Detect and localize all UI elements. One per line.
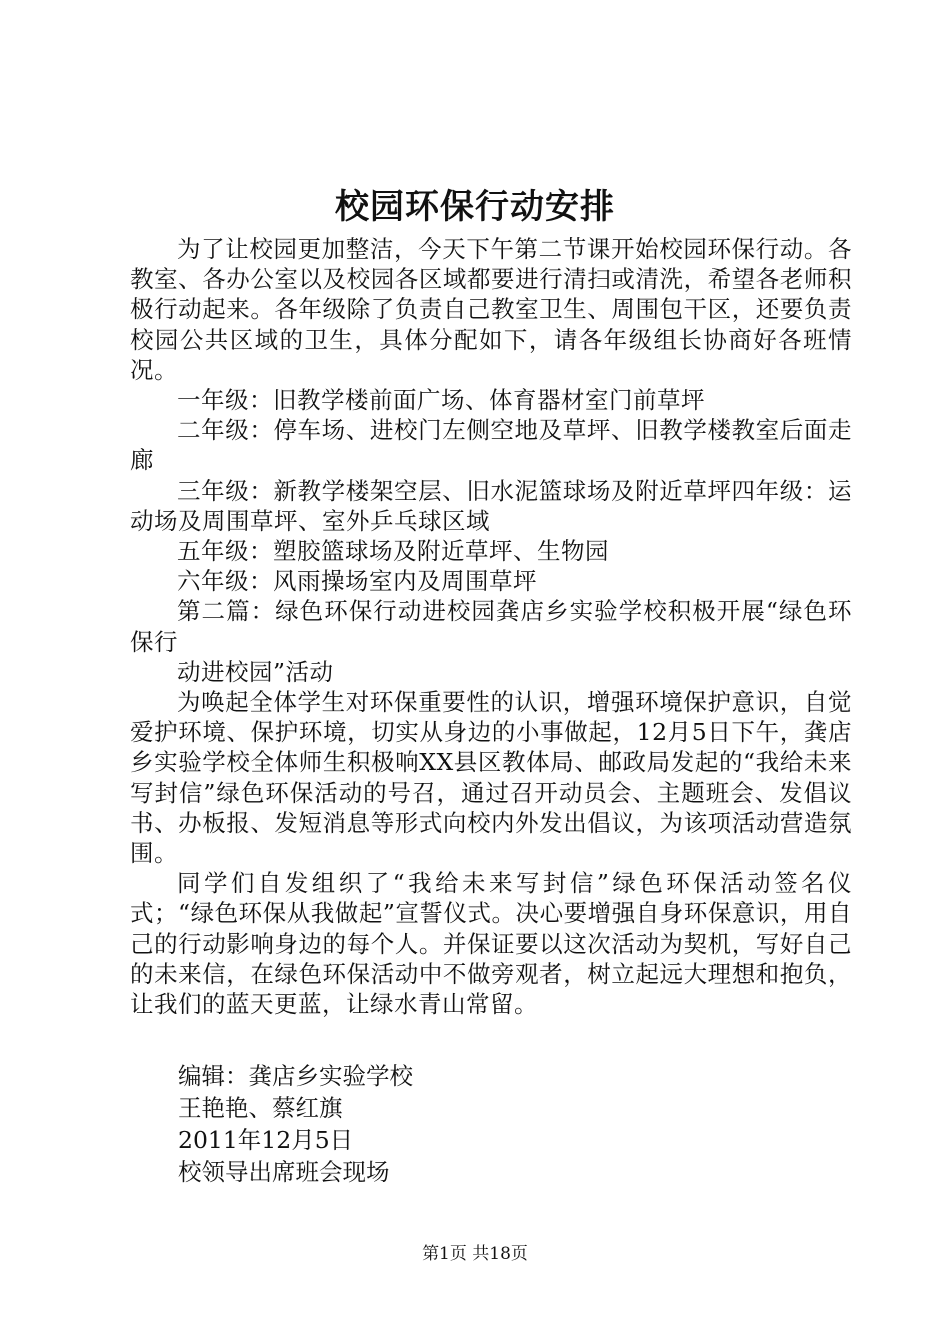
paragraph-activity-detail: 同学们自发组织了“我给未来写封信”绿色环保活动签名仪式；“绿色环保从我做起”宣誓仪式。决心要增强自身环保意识，用自己的行动影响身边的每个人。并保证要以这次活动为契机，写好自己的未来信，在绿色环保活动中不做旁观者，树立起远大理想和抱负，让我们的蓝天更蓝，让绿水青山常留。 — [130, 869, 852, 1019]
paragraph-section-two-heading-cont: 动进校园”活动 — [177, 657, 334, 686]
signoff-authors: 王艳艳、蔡红旗 — [178, 1094, 343, 1122]
page-number: 第1页 共18页 — [422, 1244, 528, 1264]
paragraph-grade-3-4: 三年级：新教学楼架空层、旧水泥篮球场及附近草坪四年级：运动场及周围草坪、室外乒乓球区域 — [130, 476, 852, 535]
paragraph-grade-1: 一年级：旧教学楼前面广场、体育器材室门前草坪 — [177, 386, 705, 415]
document-title: 校园环保行动安排 — [335, 187, 615, 227]
signoff-date: 2011年12月5日 — [178, 1126, 354, 1154]
paragraph-grade-5: 五年级：塑胶篮球场及附近草坪、生物园 — [177, 537, 609, 566]
paragraph-grade-2: 二年级：停车场、进校门左侧空地及草坪、旧教学楼教室后面走廊 — [130, 416, 852, 475]
paragraph-section-two-heading: 第二篇：绿色环保行动进校园龚店乡实验学校积极开展“绿色环保行 — [130, 597, 852, 656]
signoff-editor: 编辑：龚店乡实验学校 — [178, 1062, 413, 1090]
document-signoff — [178, 1060, 778, 1188]
paragraph-intro: 为了让校园更加整洁，今天下午第二节课开始校园环保行动。各教室、各办公室以及校园各区域都要进行清扫或清洗，希望各老师积极行动起来。各年级除了负责自己教室卫生、周围包干区，还要负责校园公共区域的卫生，具体分配如下，请各年级组长协商好各班情况。 — [130, 235, 852, 384]
signoff-caption: 校领导出席班会现场 — [178, 1158, 390, 1186]
paragraph-grade-6: 六年级：风雨操场室内及周围草坪 — [177, 567, 537, 596]
document-body — [130, 234, 852, 1019]
paragraph-activity-intro: 为唤起全体学生对环保重要性的认识，增强环境保护意识，自觉爱护环境、保护环境，切实从身边的小事做起，12月5日下午，龚店乡实验学校全体师生积极响XX县区教体局、邮政局发起的“我给未来写封信”绿色环保活动的号召，通过召开动员会、主题班会、发倡议书、办板报、发短消息等形式向校内外发出倡议，为该项活动营造氛围。 — [130, 688, 852, 868]
